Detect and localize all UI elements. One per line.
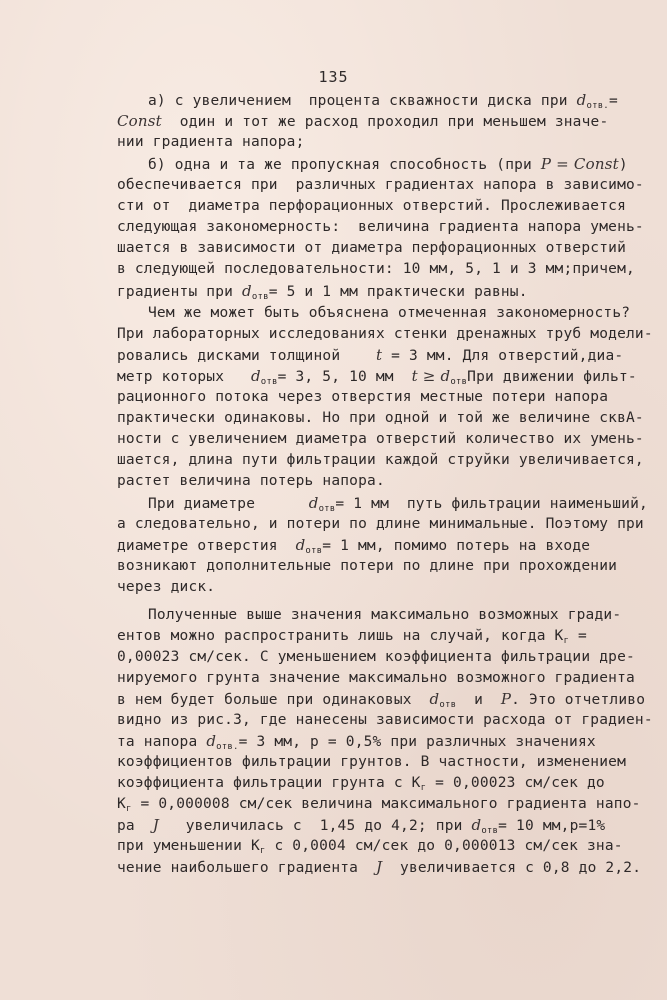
- text-segment: метр которых: [117, 369, 251, 385]
- text-line: [117, 175, 644, 195]
- text-segment: = 1 мм путь фильтрации наименьший,: [335, 496, 648, 512]
- formula-symbol: Const: [117, 112, 162, 130]
- subscript: г: [420, 783, 427, 793]
- subscript: г: [259, 846, 266, 856]
- text-line: [117, 111, 608, 132]
- text-segment: Чем же может быть объяснена отмеченная закономерность?: [148, 305, 631, 321]
- text-line: [117, 387, 608, 407]
- subscript: г: [563, 636, 570, 646]
- text-line: [117, 752, 626, 772]
- text-segment: коэффициента фильтрации грунта с K: [117, 775, 421, 791]
- formula-symbol: d: [250, 367, 261, 385]
- subscript: отв: [260, 377, 278, 387]
- text-segment: нируемого грунта значение максимально возможного градиента: [117, 670, 635, 686]
- text-segment: в следующей последовательности: 10 мм, 5, 1 и 3 мм;причем,: [117, 261, 635, 277]
- text-line: [117, 345, 623, 366]
- text-segment: возникают дополнительные потери по длине при прохождении: [117, 558, 618, 574]
- formula-symbol: t ≥ d: [411, 367, 451, 385]
- subscript: отв: [318, 504, 336, 514]
- text-segment: . Это отчетливо: [511, 692, 646, 708]
- text-segment: видно из рис.3, где нанесены зависимости расхода от градиен-: [117, 712, 653, 728]
- text-line: [117, 217, 644, 237]
- text-segment: = 3 мм, р = 0,5% при различных значениях: [238, 734, 596, 750]
- page-number: 135: [318, 68, 349, 86]
- text-line: [117, 408, 644, 428]
- text-segment: =: [569, 628, 587, 644]
- text-segment: градиенты при: [117, 284, 243, 300]
- text-segment: рационного потока через отверстия местные потери напора: [117, 389, 609, 405]
- text-segment: та напора: [117, 734, 207, 750]
- text-segment: = 0,00023 см/сек до: [426, 775, 605, 791]
- text-line: [117, 429, 644, 449]
- formula-symbol: d: [308, 494, 319, 512]
- text-line: [117, 857, 641, 878]
- subscript: отв.: [216, 742, 239, 752]
- text-segment: шается, длина пути фильтрации каждой струйки увеличивается,: [117, 452, 644, 468]
- text-line: [117, 514, 644, 534]
- text-segment: При движении фильт-: [467, 369, 637, 385]
- text-segment: ентов можно распространить лишь на случай, когда K: [117, 628, 564, 644]
- formula-symbol: d: [471, 816, 482, 834]
- text-line: [117, 238, 626, 258]
- text-segment: и: [456, 692, 501, 708]
- text-segment: ровались дисками толщиной: [117, 348, 376, 364]
- text-line: [117, 450, 644, 470]
- text-segment: сти от диаметра перфорационных отверстий. Прослеживается: [117, 198, 626, 214]
- formula-symbol: t: [375, 346, 383, 364]
- text-segment: чение наибольшего градиента: [117, 860, 376, 876]
- formula-symbol: d: [242, 282, 252, 300]
- text-segment: следующая закономерность: величина градиента напора умень-: [117, 219, 644, 235]
- text-segment: = 0,000008 см/сек величина максимального градиента напо-: [131, 796, 641, 812]
- formula-symbol: P = Const: [540, 155, 619, 173]
- text-segment: =: [608, 93, 618, 109]
- text-segment: при уменьшении K: [117, 838, 260, 854]
- subscript: отв: [481, 826, 499, 836]
- text-segment: один и тот же расход проходил при меньшем значе-: [161, 114, 609, 130]
- text-segment: K: [117, 796, 126, 812]
- text-line: [148, 154, 628, 175]
- text-segment: = 1 мм, помимо потерь на входе: [322, 538, 591, 554]
- formula-symbol: d: [295, 536, 306, 554]
- formula-symbol: J: [152, 816, 159, 834]
- formula-symbol: d: [576, 91, 587, 109]
- text-segment: через диск.: [117, 579, 216, 595]
- text-segment: Полученные выше значения максимально возможных гради-: [148, 607, 622, 623]
- text-line: [117, 132, 305, 152]
- text-segment: ): [618, 157, 628, 173]
- text-segment: коэффициентов фильтрации грунтов. В частности, изменением: [117, 754, 626, 770]
- subscript: отв: [450, 377, 468, 387]
- text-line: [117, 710, 653, 730]
- subscript: отв.: [586, 101, 609, 111]
- text-segment: б) одна и та же пропускная способность (при: [148, 157, 541, 173]
- text-line: [148, 303, 630, 323]
- formula-symbol: J: [375, 858, 383, 876]
- text-segment: растет величина потерь напора.: [117, 473, 385, 489]
- text-segment: ра: [117, 818, 153, 834]
- text-segment: с 0,0004 см/сек до 0,000013 см/сек зна-: [265, 838, 623, 854]
- text-line: [117, 196, 626, 216]
- text-segment: = 10 мм,р=1%: [498, 818, 606, 834]
- text-segment: = 3, 5, 10 мм: [277, 369, 412, 385]
- formula-symbol: d: [206, 732, 217, 750]
- text-segment: шается в зависимости от диаметра перфорационных отверстий: [117, 240, 626, 256]
- subscript: отв: [251, 292, 269, 302]
- text-segment: а следовательно, и потери по длине минимальные. Поэтому при: [117, 516, 644, 532]
- text-line: [117, 324, 653, 344]
- text-line: [117, 577, 215, 597]
- text-line: [117, 471, 385, 491]
- text-segment: а) с увеличением процента скважности диска при: [148, 93, 577, 109]
- text-line: [117, 259, 635, 279]
- subscript: отв: [305, 546, 323, 556]
- text-segment: диаметре отверстия: [117, 538, 296, 554]
- text-segment: = 3 мм. Для отверстий,диа-: [382, 348, 624, 364]
- text-segment: = 5 и 1 мм практически равны.: [268, 284, 528, 300]
- text-segment: увеличилась с 1,45 до 4,2; при: [158, 818, 472, 834]
- text-line: [148, 605, 621, 625]
- text-segment: При диаметре: [148, 496, 309, 512]
- text-segment: ности с увеличением диаметра отверстий количество их умень-: [117, 431, 644, 447]
- formula-symbol: P: [500, 690, 512, 708]
- text-segment: в нем будет больше при одинаковых: [117, 692, 430, 708]
- text-line: [117, 647, 635, 667]
- text-line: [117, 668, 635, 688]
- subscript: г: [125, 804, 132, 814]
- text-segment: обеспечивается при различных градиентах напора в зависимо-: [117, 177, 644, 193]
- text-segment: При лабораторных исследованиях стенки дренажных труб модели-: [117, 326, 653, 342]
- text-segment: нии градиента напора;: [117, 134, 305, 150]
- text-segment: 0,00023 см/сек. С уменьшением коэффициента фильтрации дре-: [117, 649, 635, 665]
- text-line: [117, 556, 617, 576]
- text-segment: увеличивается с 0,8 до 2,2.: [382, 860, 642, 876]
- formula-symbol: d: [429, 690, 440, 708]
- subscript: отв: [439, 700, 457, 710]
- text-segment: практически одинаковы. Но при одной и той же величине сквА-: [117, 410, 644, 426]
